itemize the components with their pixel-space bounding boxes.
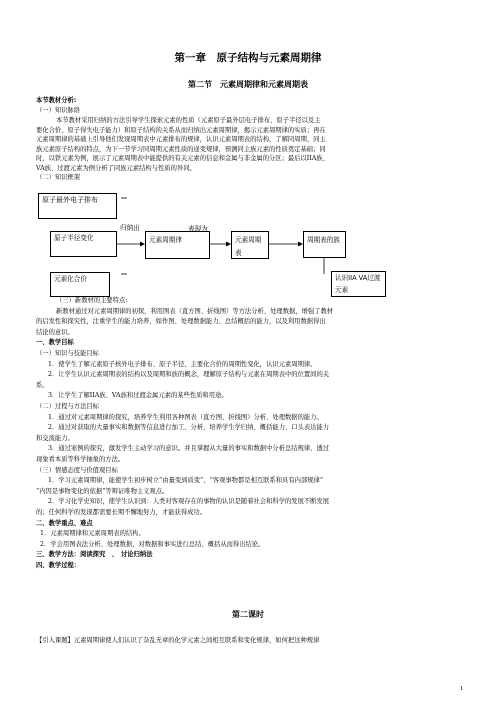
body-line: 3．通过案例的探究，激发学生主动学习的意识。并且掌握从大量的事实和数据中分析总结规律、透过 bbox=[48, 445, 330, 453]
body-line: 2．学会用图表法分析、处理数据，对数据和事实进行总结、概括从而得出结论。 bbox=[40, 540, 265, 548]
body-line: （一）知识与技能目标 bbox=[36, 350, 99, 357]
body-line: 的启发性和探究性，注重学生的能力培养，如作图、处理数据能力、总结概括的能力，以及利用数据得出 bbox=[36, 318, 326, 326]
body-line: 结论的意识。 bbox=[36, 328, 74, 336]
analysis-heading: 本节教材分析: bbox=[36, 97, 77, 104]
intro-line: 【引入课题】元素周期律使人们认识了杂乱无章的化学元素之间相互联系和变化规律，如何把这种规律 bbox=[36, 637, 320, 644]
body-line: 和交流能力。 bbox=[36, 434, 74, 442]
body-line: 新教材通过对元素周期律的初探，利用图表（直方图、折线图）等方法分析、处理数据，增强了教材 bbox=[56, 307, 334, 315]
body-line: 1．学习元素周期律，能使学生初步树立“由量变到质变”、“客观事物都是相互联系和具有内部规律” bbox=[48, 477, 324, 485]
body-line: 系。 bbox=[36, 381, 49, 389]
paragraph-line: 要化合价、原子得失电子能力）和原子结构的关系从而归纳出元素周期律，揭示元素周期律的实质；再在 bbox=[36, 126, 326, 134]
chapter-title: 第一章 原子结构与元素周期律 bbox=[174, 52, 322, 64]
section-heading: 三、教学方法：阅读探究 、 讨论归纳法 bbox=[36, 551, 153, 559]
box-periodic-law: 元素周期律 bbox=[145, 231, 210, 259]
box-table-groups: 周期表的族 bbox=[303, 231, 346, 258]
body-line: 1．使学生了解元素原子核外电子排布、原子半径、主要化合价的周期性变化，认识元素周期律。 bbox=[48, 360, 317, 368]
box-electron-arrangement: 原子最外电子排布 bbox=[38, 193, 117, 219]
paragraph-line: 本节教材采用归纳的方法引导学生探索元素的性质（元素原子最外层电子排布、原子半径以及主 bbox=[56, 117, 321, 124]
page-number: 1 bbox=[460, 686, 464, 692]
label-express: 表现为 bbox=[188, 225, 208, 233]
section-heading: 二、教学重点、难点 bbox=[36, 519, 93, 527]
body-line: 现象看本质等科学抽象的方法。 bbox=[36, 456, 125, 463]
body-line: 的；任何科学的发现都需要长期不懈地努力，才能获得成功。 bbox=[36, 509, 207, 516]
paragraph-line: 元素周期律的基础上引导他们发现周期表中元素排布的规律，认识元素周期表的结构，了解同周期、同主 bbox=[36, 136, 326, 143]
body-line: 2．通过对获取的大量事实和数据等信息进行加工、分析，培养学生学归纳、概括能力、口头表达能力 bbox=[48, 424, 330, 432]
body-line: （三）情感态度与价值观目标 bbox=[36, 466, 118, 474]
body-line: 1．元素周期律和元素周期表的结构。 bbox=[40, 530, 145, 538]
body-line: “内因是事物变化的依据”等辩证唯物主义观点。 bbox=[36, 487, 169, 495]
analysis-sub2: （二）知识框架 bbox=[36, 174, 81, 181]
body-line: 1．通过对元素周期律的探究，培养学生利用各种图表（直方图、折线图）分析、处理数据的能力。 bbox=[48, 413, 323, 421]
paragraph-line: VA族、过渡元素为例分析了同族元素结构与性质的异同。 bbox=[36, 164, 196, 172]
body-line: 3．让学生了解IIA族、VA族和过渡金属元素的某些性质和用途。 bbox=[48, 392, 228, 400]
lesson-title: 第二课时 bbox=[232, 610, 264, 619]
section-heading: 一、教学目标 bbox=[36, 339, 74, 347]
box-recognize-elements: 认识IIA VA过渡元素 bbox=[331, 271, 386, 297]
body-line: 2．学习化学史知识，使学生认识到：人类对客观存在的事物的认识是随着社会和科学的发展不断发展 bbox=[48, 498, 330, 506]
body-line: （二）过程与方法目标 bbox=[36, 403, 99, 410]
analysis-sub1: （一）知识脉络 bbox=[36, 107, 81, 114]
paragraph-line: 族元素原子结构的特点，为下一节学习同周期元素性质的递变规律，预测同主族元素的性质奠定基础；同 bbox=[36, 145, 326, 153]
box-atomic-radius: 原子半径变化 bbox=[50, 231, 117, 257]
box-valence: 元素化合价 bbox=[50, 272, 110, 297]
body-line: 2．让学生认识元素周期表的结构以及周期和族的概念，理解原子结构与元素在周期表中的位置间的关 bbox=[48, 371, 330, 379]
section-heading: 四、教学过程： bbox=[36, 562, 81, 569]
section-title: 第二节 元素周期律和元素周期表 bbox=[188, 80, 308, 89]
paragraph-line: 时，以铁元素为例，展示了元素周期表中能提供的有关元素的信息和金属与非金属的分区；最后以IIA族、 bbox=[36, 155, 329, 162]
label-induce: 归纳出 bbox=[120, 224, 140, 232]
body-line: （三）新教材的主要特点: bbox=[56, 297, 128, 304]
box-periodic-table: 元素周期表 bbox=[231, 231, 269, 259]
